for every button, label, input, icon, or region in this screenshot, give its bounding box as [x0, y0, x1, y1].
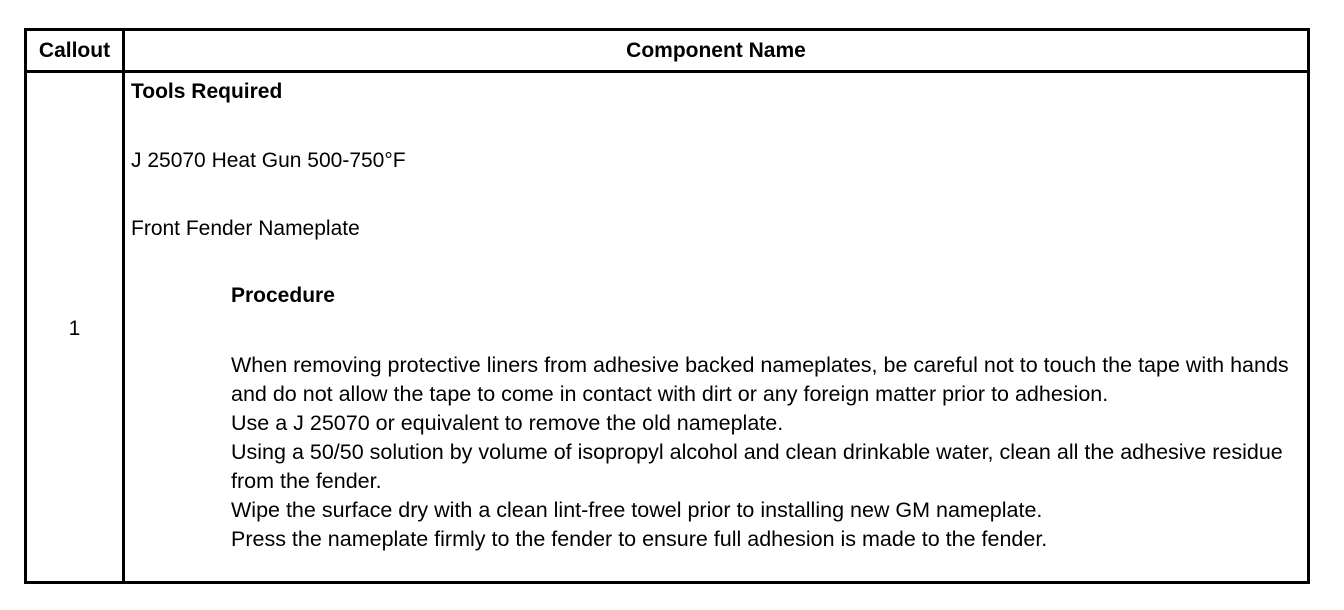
procedure-step: Use a J 25070 or equivalent to remove the old nameplate. [231, 411, 784, 435]
procedure-heading: Procedure [231, 284, 335, 307]
tools-required-heading: Tools Required [131, 80, 283, 103]
header-component-name: Component Name [626, 39, 806, 62]
procedure-step: Using a 50/50 solution by volume of isopropyl alcohol and clean drinkable water, clean all the adhesive residue from the fender. [231, 440, 1283, 493]
callout-number: 1 [68, 316, 81, 340]
procedure-steps [231, 351, 1311, 554]
tool-item: J 25070 Heat Gun 500-750°F [131, 149, 406, 172]
column-divider [122, 31, 125, 581]
component-section-name: Front Fender Nameplate [131, 217, 360, 240]
header-callout: Callout [38, 39, 111, 62]
procedure-table [24, 28, 1310, 584]
component-cell [131, 73, 1297, 581]
table-header-row [27, 31, 1307, 73]
procedure-step: When removing protective liners from adhesive backed nameplates, be careful not to touch the tape with hands and do not allow the tape to come in contact with dirt or any foreign matter prior to adhesion. [231, 353, 1289, 406]
procedure-step: Press the nameplate firmly to the fender to ensure full adhesion is made to the fender. [231, 527, 1048, 551]
procedure-step: Wipe the surface dry with a clean lint-free towel prior to installing new GM nameplate. [231, 498, 1043, 522]
